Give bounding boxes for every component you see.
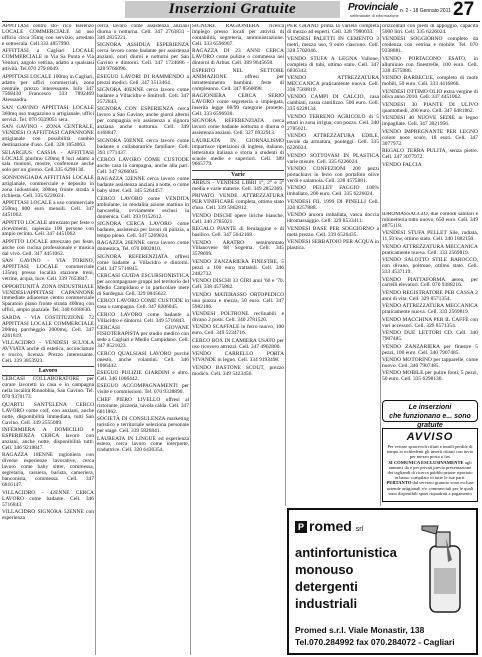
column-divider	[95, 24, 96, 655]
column-6	[382, 212, 478, 398]
classified-ad: APPITTO LOCALE attrezzato per feste, anche con cucina professionale e musica dal vivo. Cell. 347 4451062.	[2, 238, 94, 257]
classified-ad: SELARGIUS CASSIA - AFFITTASI LOCALE plurimo 120mq 8 luci adatto a sala riunioni, mostre, conferenze anche solo per un giorno. Cell.335 6298130.	[2, 149, 94, 174]
page-header	[0, 0, 482, 22]
classified-ad: VENDO SALOTTO STILE BAROCCO, con divano, poltrone, ottimo stato. Cell. 333 4537119.	[382, 257, 478, 276]
classified-ad: SIGNORE RAGIONIERA ricerca impiego presso locali per attività di contabilità, segreteria, amministrazione. Cell. 333 6596907.	[192, 24, 284, 47]
classified-ad: VENDO ARATRO semimontato Villanovese 68 Sogema. Cell. 345 3578699.	[192, 239, 284, 258]
classified-ad: VENDO CAMPI DI CALCIO, casa cambiati, cassa cantilizzo. 500 euro. Cell. 335 6228134.	[287, 94, 379, 113]
classified-ad: VENDESI 30 PIANTE DI ULIVO quantomedi, 200 euro. Cell. 347 6481862.	[382, 101, 478, 114]
banner-line-2: che funzionano e... sono gratuite	[389, 413, 471, 429]
brand-subtitle: settimanale di informazione	[350, 13, 399, 18]
classified-ad: APPITTASI centro sto- rico Iserenzo LOCALE COMMERCIALE ad uso ufficio circa 35mq con servizio, arredato e sottoscala. Cell.333 4857990.	[2, 24, 94, 47]
classified-ad: VENDESI POLTRONE reclinabili e divano 2 posti. Cell. 340 2781520.	[192, 310, 284, 323]
classified-ad: SIGNORA CERCA LAVORO come badante, assistenza per lavori di pulizia, a tempo pieno. Cell. 347 5269024.	[97, 221, 189, 239]
brand-logo	[348, 0, 398, 20]
classified-ad: SONNONGIADA AFFITTASI LOCALE artigianale, commerciale e deposito in zona industriale, 300mq fronte strada a richiesta. Cell. 335 6226024.	[2, 174, 94, 199]
classified-ad: LAUREATA IN GIORNALISMO impartisce ripetizioni di inglese, italiano, letteratura italiana e storia a studenti di scuole medie e superiori. Cell. 389 9665779.	[192, 137, 284, 168]
classified-ad: VENDO MOTORINO per tapparelle, come nuovo. Cell. 340 7907485.	[382, 356, 478, 369]
brand-name: Provinciale	[348, 2, 399, 13]
classified-ad: PER GRANO prima la varieta completa di mezzo ad esperti. Cell. 328 7980033.	[287, 24, 379, 35]
classified-ad: VENDESI SERBATOIO PER ACQUA in plastica.	[287, 238, 379, 251]
notice-text-3: PERTANTO dal servizio gratuito sono escluse aziende artigianali e/o commerciali per le quali sono disponibili spazi riquadrati a pagamento	[386, 480, 474, 496]
classified-ad: VENDO TERRENO AGRICOLO di 5 ettari in zona irrigua, con pozzo. Cell. 340 2785021.	[287, 113, 379, 132]
classified-ad: SIGNORA ASSIDUA ESPERIENZA cerca lavoro come badante per assistenza anziani, orari diurni e notturni per San Gavino e dintorni. Cell. 347 1724686 - 328 9766096.	[97, 42, 189, 73]
header-rule	[2, 21, 480, 22]
classified-ad: VENDO MOBILE per pulire fonti, 5 pezzi, 50 euro. Cell. 335 6298130.	[382, 370, 478, 383]
promed-logo: P romed srl	[295, 518, 363, 534]
classified-ad: VENDO STUFA A LEGNA Vallone, completa di tubi, ottimo stato. Cell. 347 6836342.	[287, 55, 379, 74]
classified-ad: VENDO CARRELLO PORTA VIVANDE in legno. Cell. 334 9193498.	[192, 351, 284, 364]
promed-advertisement	[287, 508, 478, 655]
classified-ad: OPPORTUNITÀ ZONA INDUSTRIALE VENDESI/APPITTASI CAPANNONE immediate adiacenze centro commerciale Sparatoio piano fronte strada 400mq con uffici, ampio piazzale. Tel. 340 6168630.	[2, 283, 94, 314]
classified-ad: ESEGUO LAVORI DI RAMMENDO a prezzi modici. Cell. 347 3513464.	[97, 73, 189, 86]
classified-ad: ESEGUO ACCOMPAGNAMENTI per visite e commissioni. Tel. 070 9338890.	[97, 383, 189, 396]
classified-ad: VENDO SCAFFALE in ferro nuovo, 100 euro. Cell. 349 5234716.	[192, 324, 284, 337]
classified-ad: APPITTASI LOCALE 100mq in Cagliari, adatto per uffici commerciali, zona centrale, prezzo interessante. Info 347 7568430 Francesco 333 7892469 Alessandra.	[2, 73, 94, 104]
classified-ad: CERCO QUALSIASI LAVORO purché onesto, anche volantini. Cell. 346 1066442.	[97, 350, 189, 369]
classified-ad: VENDO PORTACONO ESATO, in alluminio con finestrelle, 100 euro. Cell. 338 4575886.	[382, 55, 478, 74]
classified-ad: CERCO BOX IN LAMIERA USATO per uso ricovero attrezzi. Cell. 347 4962800.	[192, 337, 284, 350]
classified-ad: CERCO LAVORO COME CUSTODE in casa o campagna. Cell. 347 8206045.	[97, 298, 189, 311]
classified-ad: CERCASI COLLABORATORE per curare lavoretti in casa e in campagna nella località Rinnobbia, San Gavino. Tel. 070 9370173.	[2, 376, 94, 401]
page-number: 27	[453, 0, 475, 20]
classified-ad: VENDO MATERASSO ORTOPEDICO una piazza e mezza, 50 euro. Cell. 347 5982186.	[192, 291, 284, 310]
classified-ad: SOCIETÀ DI CONSULENZA marketing turistico e territoriale seleziona personale per stage. Cell. 339 5826841.	[97, 416, 189, 435]
classified-ad: SIGNORA 50ENNE cerca lavoro come badante o collaboratrice familiare. Cell. 393 1771437.	[97, 137, 189, 156]
column-divider	[190, 24, 191, 655]
classified-ad: RAGAZZA 32ENNE cerca lavoro come badante assistenza anziani a notte, o come baby sitter. Cell. 345 5264457.	[97, 176, 189, 195]
classified-ad: SIGNORA CON ESPERIENZA cerca lavoro a San Gavino, anche giorni alterni per compagnia e/o assistenza a signora anziana anche notturna. Cell. 349 4168847.	[97, 106, 189, 137]
classified-ad: QUARTU SANT'ELENA CERCO LAVORO come colf, con anziani, anche notte, disponibilità immediata, tutti San Gavino. Cell. 349 2555089.	[2, 401, 94, 426]
classified-ad: IDROMASSAGGIO, due comodi sanitari e rubinetteria tutto nuovo, 650 euro. Cell. 349 4875118.	[382, 212, 478, 229]
column-3	[192, 24, 284, 655]
classified-ad: APPITTO LOCALE attrezzato per feste o ricevimenti, capienza 100 persone con ampio recinto. Cell. 347 4451062.	[2, 219, 94, 238]
classified-ad: VENDO SOTTOVASI IN PLASTICA varie misure. Cell. 335 6226024.	[287, 152, 379, 165]
classified-ad: VENDESI FIL 1999 DI PINELLI Cell. 320 8257888.	[287, 198, 379, 211]
classified-ad: ESPERTO NEL SETTORE ANIMAZIONE offresi per intrattenimento bambini, feste di compleanno. Cell. 347 8560098.	[192, 67, 284, 92]
promed-products: antinfortunistica monouso detergenti industriali	[295, 545, 397, 611]
classified-ad: VENDESI SOGGIORNO completo da credenza con vetrina e mobile. Tel. 070 9338881.	[382, 36, 478, 55]
classified-ad: CERCASI GIOVANE FISIOTERAPISTA per studio medico con sede a Cagliari e Medio Campidano. Cell. 347 8521023.	[97, 325, 189, 350]
classified-ad: VENDO ancora imballata, vasca doccia idromassaggio. Cell. 329 8533411.	[287, 212, 379, 225]
classified-ad: SAN GAVINO - ZONA CENTRALE, VENDESI O AFFITTASI CAPANNONE artigianale con possibilità cambio destinazione d'uso. Cell. 328 1054063.	[2, 124, 94, 149]
classified-ad: RAGAZZA 18ENNE ragioniera con diverse esperienze lavorative, cerca lavoro come baby sitter, commessa, segretaria, cassiera, barista, cameriera, banconista, commessa. Cell. 347 6816147.	[2, 452, 94, 489]
column-divider	[285, 24, 286, 506]
classified-ad: ESEGUO PULIZIE GIARDINI e altro. Cell. 346 1066442.	[97, 369, 189, 382]
classified-ad: CERCO LAVORO COME CUSTODE anche casa in campagna, anche alla pari. Cell. 347 8266045.	[97, 157, 189, 175]
classified-ad: VENDO ATTREZZATURA MECCANICA praticamente nuova. Cell. 338 7569819.	[287, 75, 379, 94]
classified-ad: VENDO PIATTAFORMA aerea, per carrelli elevatori. Cell. 070 9388216.	[382, 276, 478, 289]
notice-text-2: SI COMUNICA ESCLUSIVAMENTE agli annunci da e per privati previa presentazione dei tagliandi di ricerca pubblicazione riportato in basso compilato in tutte le sue parti.	[387, 459, 473, 481]
classified-ad: VENDO MACCHINA PER IL CAFFÈ con vari accessori. Cell. 329 8571354.	[382, 316, 478, 329]
classified-ad: VENDO ZANZARIERA FINESTRE, 5 pezzi a 100 euro trattabili. Cell. 346 2482732.	[192, 258, 284, 277]
classified-ad: VENDO DISCHI 33 GIRI anni '60 e '70. Cell. 338 4575882.	[192, 278, 284, 291]
section-heading: Varie	[192, 170, 284, 180]
classified-ad: SIGNORA REFERENZIATA offresi come badante a Villacidro e dintorni. Cell. 347 5716845.	[97, 253, 189, 272]
classified-ad: REGALO TERRA PULITA, senza pietre. Cell. 347 3077972.	[382, 148, 478, 161]
classified-ad: CERCO LAVORO come VENDITA ambulante, in modalità azione mattina in bancarella, ovviamente esclusi la domenica. Cell. 393 0152612.	[97, 195, 189, 220]
promed-contacts: Promed s.r.l. Viale Monastir, 138 Tel.070.284992 fax 070.284072 - Cagliari	[295, 625, 455, 647]
notice-title: AVVISO	[406, 431, 454, 443]
classified-ad: CERCO LAVORO come badante a Villacidro e dintorni. Cell. 349 5716843.	[97, 311, 189, 324]
classified-ad: VENDO ZANZARIERA per finestre 5 pezzi, 100 euro. Cell. 340 7907485.	[382, 343, 478, 356]
column-5	[382, 24, 478, 209]
banner-line-1: Le inserzioni	[408, 404, 452, 411]
classified-ad: VENDO ATTREZZATURA MECCANICA praticamente nuova. Cell. 333 2569819.	[382, 243, 478, 256]
classified-ad: VILLACIDRO - VENDESI SCUOLA AVVIATA anche di estetica, acconciature e trucco, licenza. Prezzo interessante. Cell. 339 3853923.	[2, 340, 94, 365]
column-2	[97, 24, 189, 655]
classified-ad: SARDA - VIA COSTITUZIONE 72 APPITTASI LOCALE COMMERCIALE 200mq parcheggio 2000mq. Cell. 347 4261819.	[2, 314, 94, 339]
classified-ad: orizzontali con piedi di appoggio, capacità 5000 litri. Cell. 335 6226024.	[382, 24, 478, 35]
classified-ad: SIGNORA 40ENNE cerca lavoro come badante a Villacidro e limitrofi. Cell. 347 2572843.	[97, 87, 189, 105]
classified-ad: RAGAZZA 26ENNE cerca lavoro come domestica, Tel. 070 0002810.	[97, 240, 189, 253]
classified-ad: VENDO PELLET FAGGIO 100% imballato, 200 euro. Cell. 335 6226024.	[287, 185, 379, 198]
column-1	[2, 24, 94, 655]
classified-ad: LAUREATA IN LINGUE ed esperienza estero, cerca lavoro come interprete, traduttrice. Cell. 320 6430354.	[97, 435, 189, 454]
classified-ad: VENDESI 40 NUOVE SEDIE in legno impagliate. Cell. 347 3021956.	[382, 115, 478, 128]
classified-ad: SAN GAVINO APPITTASI LOCALE 360mq uso magazzino o artigianale, uffici servizi. Tel. 070 9339051 sera.	[2, 104, 94, 123]
classified-ad: VENDO FALCIA	[382, 161, 422, 168]
classified-ad: VENDO ATTREZZATURA MECCANICA praticamente nuova. Cell. 333 2569819.	[382, 303, 478, 316]
notice-text-1: Per evitare spiacevoli rifiuti e inutili perdite di tempo ai richiedenti gli inserti ritirati con invio per mezzo posta o fax	[386, 444, 474, 460]
classified-ad: RAGIONIERA CERCA SERIO LAVORO come segreteria o impiegata, inserita legge 68/99 categorie protette. Cell. 333 6596930.	[192, 92, 284, 117]
classified-ad: APPITTASI LOCALE a uso commerciale 250mq 800 euro mensili. Cell. 347 4451062.	[2, 200, 94, 219]
classified-ad: VENDO BARBECUE, completo di ruote mobili, 50 euro. Cell. 333 4416866.	[382, 75, 478, 88]
classified-ad: VENDO CONFEZIONI 200 pezzi portachiavi in ferro con portafoto olive verdi e salamoia. Cell. 338 4575881.	[287, 165, 379, 184]
classified-ad: VENDO DUE LETTORI CD. Cell. 340 7907485.	[382, 330, 478, 343]
classified-ad: VENDO ATTREZZATURA EDILE, tavole da armatura, ponteggi. Cell. 335 6226024.	[287, 133, 379, 152]
classified-ad: cerca lavoro come assistenza anziani diurna o notturna. Cell. 347 2763831 - 346 2825221.	[97, 24, 189, 41]
classified-ad: VILLACIDRO - 42ENNE CERCA LAVORO come badante. Cell. 346 5716843.	[2, 489, 94, 508]
notice-box	[382, 428, 478, 502]
classified-ad: REGALO PIANTE di ferulaggine e di basilico. Cell. 347 5642168.	[192, 226, 284, 239]
issue-date: n. 2 - 18 Gennaio 2011	[400, 8, 451, 14]
section-heading: Lavoro	[2, 366, 94, 376]
column-divider	[380, 24, 381, 506]
classified-ad: INFERMIERA A DOMICILIO e ESPERIENZA CERCA lavoro con anziani, anche notte, disponibilità tutti. Cell. 346 9218847.	[2, 427, 94, 451]
classified-ad: SIGNORA REFERENZIATA cerca lavoro come badante notturna o diurna o assistenza anziani. Cell. 327 6932913.	[192, 118, 284, 137]
classified-ad: RAGAZZA DI 23 ANNI CERCA LAVORO come pulizie o commessa nei dintorni di Arbus. Cell. 389 9645658.	[192, 48, 284, 67]
classified-ad: VENDESI PALETTI IN CEMENTO 3 metri, mezzo uso, 9 euro ciascuno. Cell. 328 5702046.	[287, 36, 379, 55]
spray-bottle-icon	[416, 520, 468, 614]
classified-ad: VENDO DISCHI opere liriche bianche. Cell. 340 2785021.	[192, 212, 284, 225]
classified-ad: VENDO REGISTRATORE PER CASSA 2 anni di vita. Cell. 329 8571354.	[382, 289, 478, 302]
classified-ad: CERCASI GUIDA ESCURSIONISTICA per accompagnare gruppi nel territorio del Medio Campidano e in particolare mete di Sardegna. Cell. 329 0845622.	[97, 273, 189, 298]
classified-ad: CHEF PIERO LIVELLO offresi al ristorante, pizzeria, tavola calda. Cell. 347 6811862.	[97, 396, 189, 415]
classified-ad: VENDESI STUFA PELLET Sile, radiata, 11,50 kw, ottimo stato. Cell. 340 1882150.	[382, 230, 478, 243]
classified-ad: VENDESI OTTIMO OLIO extra vergine di oliva anno 2010. Cell. 347 4451062.	[382, 88, 478, 101]
free-ads-banner	[382, 400, 478, 429]
classified-ad: PRIVATO VENDE ATTREZZATURA PER VINIFICARE completa, ottimo stato d'uso. Cell. 339 5862812.	[192, 193, 284, 212]
classified-ad: AFFITTASI a Cagliari LOCALE COMMERCIALE in Via Sa Punta e Via Venturi, angolo vetrina, adatto a qualsiasi attività. Tel.070 279 8049.	[2, 48, 94, 73]
section-title: Inserzioni Gratuite	[125, 1, 340, 18]
classified-ad: VENDO BASTONE SCOUT, prezzo modico. Cell. 349 5423456.	[192, 364, 284, 377]
classified-ad: VENDO IMPREGNANTE PER LEGNO colore noce scuro, 18 euro. Cell. 347 3077972.	[382, 128, 478, 147]
classified-ad: VENDESI BASE PER SOGGIORNO a metà prezzo. Cell. 339 6526435.	[287, 225, 379, 238]
classified-ad: ARBUS - VENDESI LIBRI 1°, 2° e 3° media e varie materie. Cell. 349 2852369.	[192, 179, 284, 192]
classified-ad: VILLACIDRO SIGNORA 52ENNE con esperienza	[2, 508, 94, 521]
classified-ad: SAN GAVINO - VIA TORINO, APPITTASI LOCALE commerciale 135mq presso località stazione treni, vetrine, acqua, luce. Cell. 339 7653847.	[2, 258, 94, 283]
